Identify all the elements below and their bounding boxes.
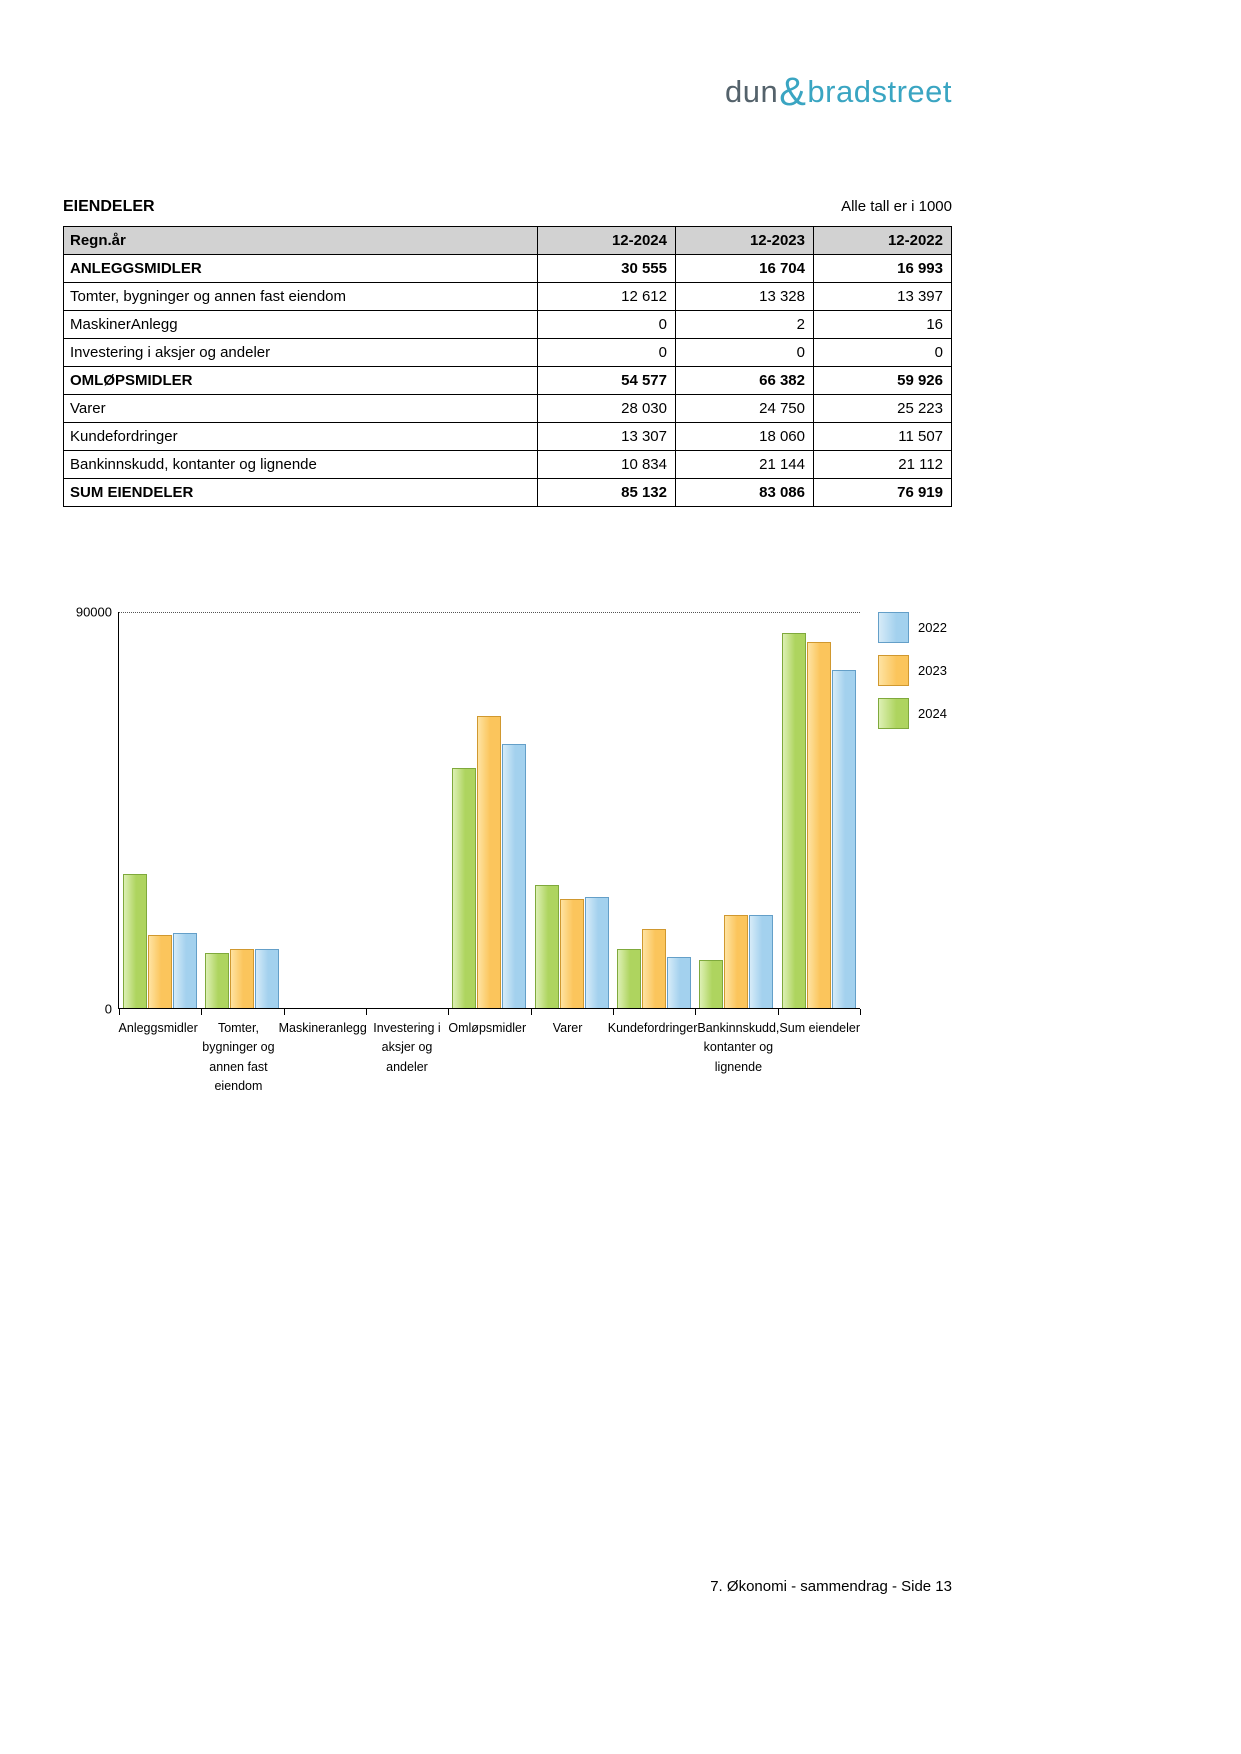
section-title: EIENDELER <box>63 198 155 215</box>
bar-2024 <box>617 949 641 1008</box>
table-row <box>64 283 952 311</box>
column-header-year: 12-2023 <box>676 227 814 255</box>
table-row <box>64 339 952 367</box>
cell-value: 85 132 <box>538 479 676 507</box>
chart-plot <box>118 612 860 1009</box>
bar-group <box>366 612 448 1008</box>
x-axis-tick <box>201 1009 202 1015</box>
row-label: Varer <box>64 395 538 423</box>
legend-label: 2022 <box>918 620 947 635</box>
cell-value: 66 382 <box>676 367 814 395</box>
cell-value: 0 <box>814 339 952 367</box>
row-label: Tomter, bygninger og annen fast eiendom <box>64 283 538 311</box>
legend-item-2023 <box>878 655 947 686</box>
bar-group <box>613 612 695 1008</box>
legend-item-2022 <box>878 612 947 643</box>
bar-2024 <box>452 768 476 1008</box>
cell-value: 13 307 <box>538 423 676 451</box>
bar-2022 <box>749 915 773 1008</box>
table-row <box>64 311 952 339</box>
cell-value: 28 030 <box>538 395 676 423</box>
cell-value: 21 144 <box>676 451 814 479</box>
category-label: Tomter, bygninger og annen fast eiendom <box>202 1021 275 1094</box>
dun-bradstreet-logo <box>725 70 952 115</box>
logo-ampersand-icon: & <box>779 70 807 114</box>
legend-label: 2024 <box>918 706 947 721</box>
bar-2024 <box>205 953 229 1008</box>
x-axis-tick <box>448 1009 449 1015</box>
bar-group <box>448 612 530 1008</box>
cell-value: 25 223 <box>814 395 952 423</box>
legend-swatch <box>878 612 909 643</box>
row-label: Investering i aksjer og andeler <box>64 339 538 367</box>
category-label: Maskineranlegg <box>278 1021 367 1035</box>
bar-2022 <box>502 744 526 1008</box>
cell-value: 30 555 <box>538 255 676 283</box>
bar-2023 <box>807 642 831 1008</box>
cell-value: 59 926 <box>814 367 952 395</box>
bar-group <box>778 612 860 1008</box>
bar-group <box>201 612 283 1008</box>
legend-label: 2023 <box>918 663 947 678</box>
bar-2023 <box>560 899 584 1008</box>
bar-group <box>284 612 366 1008</box>
legend-swatch <box>878 698 909 729</box>
category-label: Anleggsmidler <box>118 1021 198 1035</box>
row-label: Kundefordringer <box>64 423 538 451</box>
x-axis-tick <box>778 1009 779 1015</box>
bar-2024 <box>535 885 559 1008</box>
category-label: Kundefordringer <box>607 1021 698 1035</box>
x-axis-tick <box>695 1009 696 1015</box>
cell-value: 0 <box>538 339 676 367</box>
section-header <box>63 198 952 216</box>
table-row <box>64 395 952 423</box>
bar-2023 <box>148 935 172 1008</box>
x-axis-tick <box>860 1009 861 1015</box>
x-axis-tick <box>613 1009 614 1015</box>
table-row <box>64 255 952 283</box>
cell-value: 0 <box>676 339 814 367</box>
x-axis-tick <box>284 1009 285 1015</box>
row-label: OMLØPSMIDLER <box>64 367 538 395</box>
cell-value: 16 <box>814 311 952 339</box>
cell-value: 0 <box>538 311 676 339</box>
logo-text-bradstreet: bradstreet <box>807 74 952 109</box>
category-label: Sum eiendeler <box>779 1021 861 1035</box>
bar-2022 <box>667 957 691 1008</box>
bar-2022 <box>585 897 609 1008</box>
cell-value: 24 750 <box>676 395 814 423</box>
column-header-label: Regn.år <box>64 227 538 255</box>
category-label: Varer <box>552 1021 583 1035</box>
column-header-year: 12-2022 <box>814 227 952 255</box>
bar-group <box>695 612 777 1008</box>
table-row <box>64 479 952 507</box>
page-footer: 7. Økonomi - sammendrag - Side 13 <box>710 1578 952 1595</box>
legend-swatch <box>878 655 909 686</box>
cell-value: 13 397 <box>814 283 952 311</box>
row-label: SUM EIENDELER <box>64 479 538 507</box>
bar-2022 <box>832 670 856 1008</box>
legend-item-2024 <box>878 698 947 729</box>
x-axis-tick <box>531 1009 532 1015</box>
chart-legend <box>878 612 947 741</box>
bar-2022 <box>255 949 279 1008</box>
bar-2023 <box>642 929 666 1008</box>
cell-value: 13 328 <box>676 283 814 311</box>
bar-2024 <box>782 633 806 1008</box>
cell-value: 12 612 <box>538 283 676 311</box>
column-header-year: 12-2024 <box>538 227 676 255</box>
cell-value: 83 086 <box>676 479 814 507</box>
bar-group <box>119 612 201 1008</box>
table-row <box>64 367 952 395</box>
cell-value: 16 993 <box>814 255 952 283</box>
cell-value: 21 112 <box>814 451 952 479</box>
bar-2023 <box>477 716 501 1008</box>
bar-2023 <box>724 915 748 1008</box>
cell-value: 76 919 <box>814 479 952 507</box>
x-axis-tick <box>366 1009 367 1015</box>
gridline-90000 <box>119 612 860 613</box>
table-row <box>64 451 952 479</box>
bar-2022 <box>173 933 197 1008</box>
cell-value: 10 834 <box>538 451 676 479</box>
row-label: MaskinerAnlegg <box>64 311 538 339</box>
y-axis-min-label: 0 <box>104 1001 112 1017</box>
y-axis-max-label: 90000 <box>75 604 112 620</box>
bar-2024 <box>123 874 147 1008</box>
category-label: Omløpsmidler <box>448 1021 527 1035</box>
row-label: Bankinnskudd, kontanter og lignende <box>64 451 538 479</box>
bar-2024 <box>699 960 723 1008</box>
row-label: ANLEGGSMIDLER <box>64 255 538 283</box>
x-axis-labels <box>118 1019 860 1097</box>
x-axis-tick <box>119 1009 120 1015</box>
cell-value: 16 704 <box>676 255 814 283</box>
table-header-row <box>64 227 952 255</box>
logo-text-dun: dun <box>725 74 779 109</box>
bar-chart <box>0 605 1241 1125</box>
cell-value: 54 577 <box>538 367 676 395</box>
cell-value: 2 <box>676 311 814 339</box>
table-row <box>64 423 952 451</box>
bar-2023 <box>230 949 254 1008</box>
cell-value: 18 060 <box>676 423 814 451</box>
category-label: Investering i aksjer og andeler <box>373 1021 441 1074</box>
cell-value: 11 507 <box>814 423 952 451</box>
financial-table <box>63 226 952 507</box>
units-note: Alle tall er i 1000 <box>841 198 952 215</box>
bar-group <box>531 612 613 1008</box>
category-label: Bankinnskudd, kontanter og lignende <box>697 1021 780 1074</box>
table-body <box>64 255 952 507</box>
